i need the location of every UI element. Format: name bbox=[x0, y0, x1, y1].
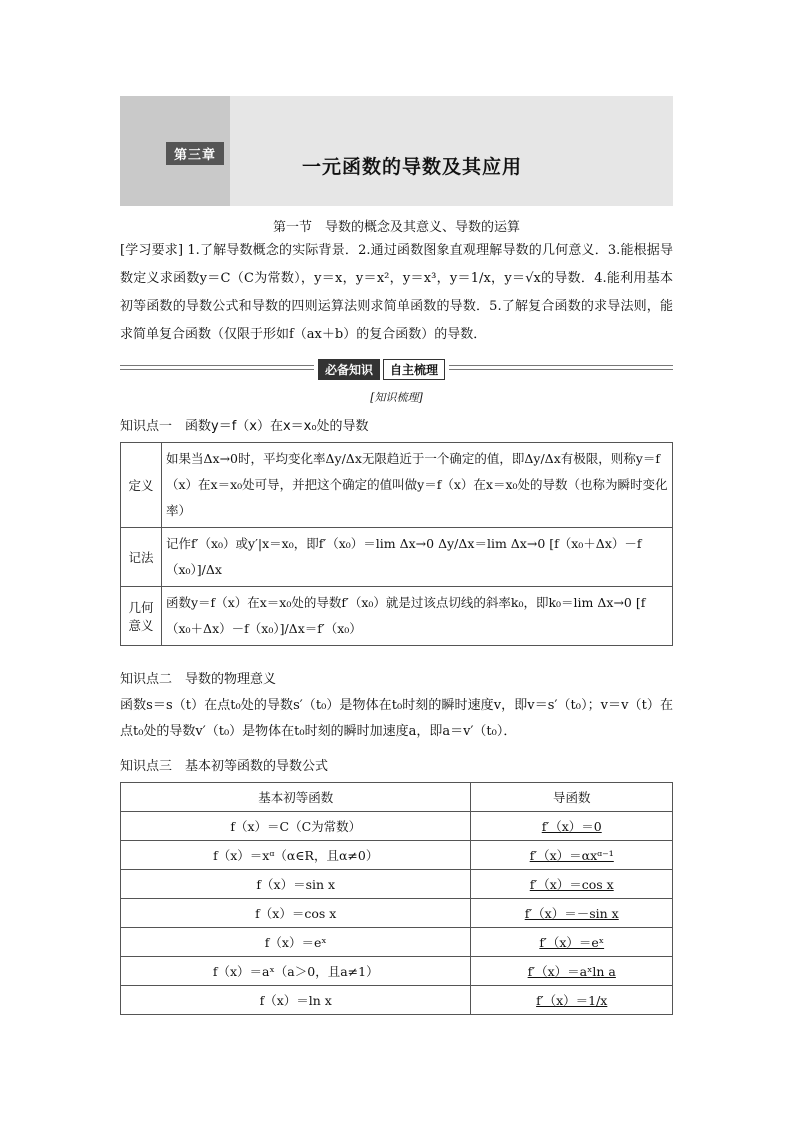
derivative-cell: f′（x）＝aˣln a bbox=[471, 957, 673, 986]
table-row bbox=[121, 841, 673, 870]
kp2-text: 函数s＝s（t）在点t₀处的导数s′（t₀）是物体在t₀时刻的瞬时速度v，即v＝s′（t₀）；v＝v（t）在点t₀处的导数v′（t₀）是物体在t₀时刻的瞬时加速度a，即a＝v′（t₀）． bbox=[120, 698, 673, 739]
kp2-title: 知识点二 导数的物理意义 bbox=[120, 672, 277, 687]
function-cell: f（x）＝xᵅ（α∈R，且α≠0） bbox=[121, 841, 471, 870]
table-header-row bbox=[121, 783, 673, 812]
row-content: 函数y＝f（x）在x＝x₀处的导数f′（x₀）就是过该点切线的斜率k₀，即k₀＝lim Δx→0 [f（x₀＋Δx）－f（x₀）]/Δx＝f′（x₀） bbox=[162, 587, 673, 646]
row-content: 如果当Δx→0时，平均变化率Δy/Δx无限趋近于一个确定的值，即Δy/Δx有极限，则称y＝f（x）在x＝x₀处可导，并把这个确定的值叫做y＝f（x）在x＝x₀处的导数（也称为瞬时变化率） bbox=[162, 443, 673, 528]
function-cell: f（x）＝eˣ bbox=[121, 928, 471, 957]
derivative-definition-table bbox=[120, 442, 673, 646]
knowledge-sort-label: [知识梳理] bbox=[370, 391, 423, 404]
table-row bbox=[121, 899, 673, 928]
table-row bbox=[121, 870, 673, 899]
derivative-cell: f′（x）＝αxᵅ⁻¹ bbox=[471, 841, 673, 870]
table-row bbox=[121, 587, 673, 646]
column-header: 基本初等函数 bbox=[121, 783, 471, 812]
row-head: 记法 bbox=[121, 528, 162, 587]
kp1-title: 知识点一 函数y＝f（x）在x＝x₀处的导数 bbox=[120, 419, 369, 434]
learning-requirements bbox=[120, 237, 673, 349]
section-divider bbox=[120, 359, 673, 377]
chapter-tag: 第三章 bbox=[166, 142, 224, 165]
chapter-banner bbox=[120, 96, 673, 206]
requirements-label: [学习要求] bbox=[120, 243, 184, 258]
row-head: 几何意义 bbox=[121, 587, 162, 646]
function-cell: f（x）＝aˣ（a＞0，且a≠1） bbox=[121, 957, 471, 986]
derivative-cell: f′（x）＝－sin x bbox=[471, 899, 673, 928]
section-title: 第一节 导数的概念及其意义、导数的运算 bbox=[272, 220, 520, 235]
table-row bbox=[121, 957, 673, 986]
chapter-title: 一元函数的导数及其应用 bbox=[302, 156, 523, 178]
table-row bbox=[121, 528, 673, 587]
row-content: 记作f′（x₀）或y′|x＝x₀，即f′（x₀）＝lim Δx→0 Δy/Δx＝lim Δx→0 [f（x₀＋Δx）－f（x₀）]/Δx bbox=[162, 528, 673, 587]
column-header: 导函数 bbox=[471, 783, 673, 812]
table-row bbox=[121, 443, 673, 528]
function-cell: f（x）＝cos x bbox=[121, 899, 471, 928]
function-cell: f（x）＝sin x bbox=[121, 870, 471, 899]
table-row bbox=[121, 812, 673, 841]
derivative-cell: f′（x）＝1/x bbox=[471, 986, 673, 1015]
row-head: 定义 bbox=[121, 443, 162, 528]
table-row bbox=[121, 986, 673, 1015]
kp3-title: 知识点三 基本初等函数的导数公式 bbox=[120, 759, 329, 774]
derivative-cell: f′（x）＝cos x bbox=[471, 870, 673, 899]
derivative-formula-table bbox=[120, 782, 673, 1015]
derivative-cell: f′（x）＝eˣ bbox=[471, 928, 673, 957]
document-page bbox=[120, 96, 673, 1015]
divider-label-right: 自主梳理 bbox=[383, 359, 445, 380]
function-cell: f（x）＝C（C为常数） bbox=[121, 812, 471, 841]
requirements-text: 1.了解导数概念的实际背景．2.通过函数图象直观理解导数的几何意义．3.能根据导数定义求函数y＝C（C为常数），y＝x，y＝x²，y＝x³，y＝1/x，y＝√x的导数．4.能利用基本初等函数的导数公式和导数的四则运算法则求简单函数的导数．5.了解复合函数的求导法则，能求简单复合函数（仅限于形如f（ax＋b）的复合函数）的导数． bbox=[120, 243, 673, 342]
divider-label-left: 必备知识 bbox=[318, 359, 380, 380]
derivative-cell: f′（x）＝0 bbox=[471, 812, 673, 841]
function-cell: f（x）＝ln x bbox=[121, 986, 471, 1015]
table-row bbox=[121, 928, 673, 957]
